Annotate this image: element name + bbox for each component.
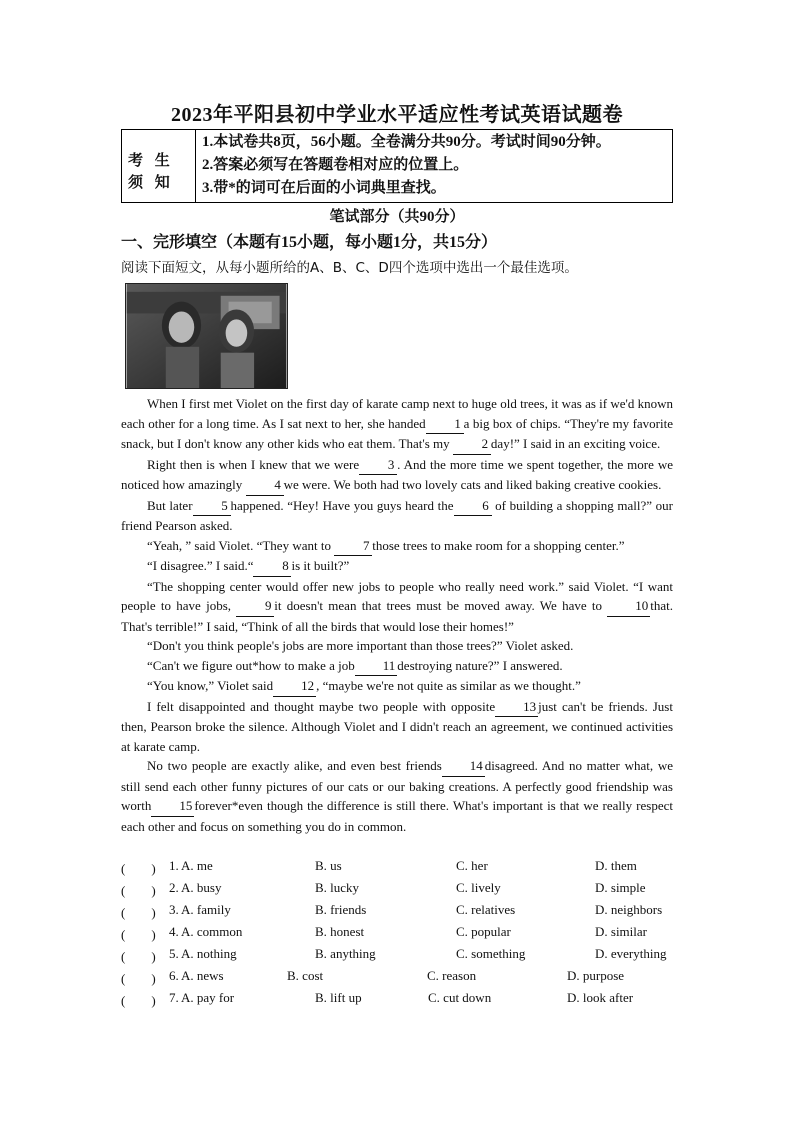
passage-paragraph: But later 5 happened. “Hey! Have you guys heard the 6 of building a shopping mall?” our friend Pearson asked.	[121, 497, 673, 533]
answer-bracket[interactable]: ( )	[121, 905, 156, 920]
option-b: B. anything	[315, 946, 376, 961]
answer-bracket[interactable]: ( )	[121, 883, 156, 898]
section-title: 笔试部分（共90分）	[329, 209, 465, 225]
passage-paragraph: “Don't you think people's jobs are more important than those trees?” Violet asked.	[147, 638, 574, 653]
option-a: A. nothing	[181, 946, 237, 961]
option-b: B. lucky	[315, 880, 360, 895]
option-c: C. popular	[456, 924, 511, 939]
option-a: A. me	[181, 858, 213, 873]
question-row	[121, 880, 681, 902]
answer-blank: 7	[334, 536, 372, 557]
option-c: C. reason	[427, 968, 477, 983]
answer-bracket[interactable]: ( )	[121, 993, 156, 1008]
answer-blank: 3	[359, 455, 397, 476]
page-title: 2023年平阳县初中学业水平适应性考试英语试题卷	[171, 104, 623, 126]
passage-paragraph: “The shopping center would offer new jobs to people who really need work.” said Violet. “I want people to have jobs, 9 it doesn't mean that trees must be moved away. We have to 10 that. That's terrible!” I said, “Think of all the birds that would lose their homes!”	[121, 578, 673, 634]
question-row	[121, 858, 681, 880]
question-number: 1.	[169, 858, 179, 873]
notice-items	[196, 130, 672, 202]
question-number: 7.	[169, 990, 179, 1005]
question-number: 2.	[169, 880, 179, 895]
option-d: D. everything	[595, 946, 667, 961]
option-a: A. family	[181, 902, 231, 917]
question-number: 6.	[169, 968, 179, 983]
notice-label: 考 生 须 知	[122, 130, 196, 202]
answer-blank: 14	[442, 756, 485, 777]
question-number: 3.	[169, 902, 179, 917]
option-c: C. lively	[456, 880, 501, 895]
option-a: A. busy	[181, 880, 222, 895]
answer-blank: 5	[193, 496, 231, 517]
question-number: 5.	[169, 946, 179, 961]
answer-blank: 13	[495, 697, 538, 718]
question-number: 4.	[169, 924, 179, 939]
passage-paragraph: Right then is when I knew that we were 3 . And the more time we spent together, the more we noticed how amazingly 4 we were. We both had two lovely cats and liked baking creative cookies.	[121, 455, 673, 496]
question-row	[121, 902, 681, 924]
question-options	[121, 858, 681, 1012]
part-instruction: 阅读下面短文，从每小题所给的A、B、C、D四个选项中选出一个最佳选项。	[121, 260, 578, 276]
answer-bracket[interactable]: ( )	[121, 927, 156, 942]
notice-item: 3.带*的词可在后面的小词典里查找。	[202, 180, 446, 196]
cloze-passage	[121, 394, 673, 836]
option-b: B. us	[315, 858, 342, 873]
answer-blank: 9	[236, 596, 274, 617]
option-a: A. common	[181, 924, 243, 939]
passage-paragraph: “Yeah, ” said Violet. “They want to 7 those trees to make room for a shopping center.”	[121, 536, 673, 557]
option-b: B. friends	[315, 902, 367, 917]
option-c: C. something	[456, 946, 526, 961]
option-d: D. similar	[595, 924, 647, 939]
answer-blank: 11	[355, 656, 398, 677]
option-a: A. news	[181, 968, 224, 983]
option-d: D. them	[595, 858, 637, 873]
two-girls-photo	[125, 283, 288, 389]
option-d: D. neighbors	[595, 902, 663, 917]
notice-box	[121, 129, 673, 203]
answer-blank: 15	[151, 796, 194, 817]
option-a: A. pay for	[181, 990, 235, 1005]
question-row	[121, 924, 681, 946]
notice-item: 2.答案必须写在答题卷相对应的位置上。	[202, 157, 469, 173]
option-b: B. lift up	[315, 990, 362, 1005]
question-row	[121, 968, 681, 990]
passage-paragraph: “You know,” Violet said 12 , “maybe we're not quite as similar as we thought.”	[121, 676, 673, 697]
option-c: C. cut down	[428, 990, 492, 1005]
answer-blank: 4	[246, 475, 284, 496]
option-d: D. look after	[567, 990, 634, 1005]
answer-blank: 8	[253, 556, 291, 577]
passage-paragraph: “I disagree.” I said.“ 8 is it built?”	[121, 556, 673, 577]
part-title: 一、完形填空（本题有15小题，每小题1分，共15分）	[121, 234, 498, 251]
question-row	[121, 990, 681, 1012]
passage-paragraph: “Can't we figure out*how to make a job 11 destroying nature?” I answered.	[121, 656, 673, 677]
answer-bracket[interactable]: ( )	[121, 971, 156, 986]
answer-blank: 6	[454, 496, 492, 517]
answer-blank: 2	[453, 434, 491, 455]
passage-paragraph: No two people are exactly alike, and even best friends 14 disagreed. And no matter what, we still send each other funny pictures of our cats or our baking creations. A perfectly good friendship was worth 15 forever*even though the difference is still there. What's important is that we really respect each other and focus on something you do in common.	[121, 758, 673, 834]
option-c: C. her	[456, 858, 488, 873]
option-b: B. cost	[287, 968, 324, 983]
answer-bracket[interactable]: ( )	[121, 861, 156, 876]
passage-paragraph: I felt disappointed and thought maybe two people with opposite 13 just can't be friends. Just then, Pearson broke the silence. Although Violet and I didn't reach an agreement, we continued activities at karate camp.	[121, 698, 673, 754]
question-row	[121, 946, 681, 968]
option-d: D. simple	[595, 880, 646, 895]
passage-paragraph: When I first met Violet on the first day of karate camp next to huge old trees, it was as if we'd known each other for a long time. As I sat next to her, she handed 1 a big box of chips. “They're my favorite snack, but I don't know any other kids who eat them. That's my 2 day!” I said in an exciting voice.	[121, 394, 673, 455]
answer-blank: 12	[273, 676, 316, 697]
answer-blank: 1	[426, 414, 464, 435]
option-d: D. purpose	[567, 968, 625, 983]
option-c: C. relatives	[456, 902, 516, 917]
notice-item: 1.本试卷共8页，56小题。全卷满分共90分。考试时间90分钟。	[202, 134, 611, 150]
option-b: B. honest	[315, 924, 365, 939]
answer-bracket[interactable]: ( )	[121, 949, 156, 964]
answer-blank: 10	[607, 596, 650, 617]
